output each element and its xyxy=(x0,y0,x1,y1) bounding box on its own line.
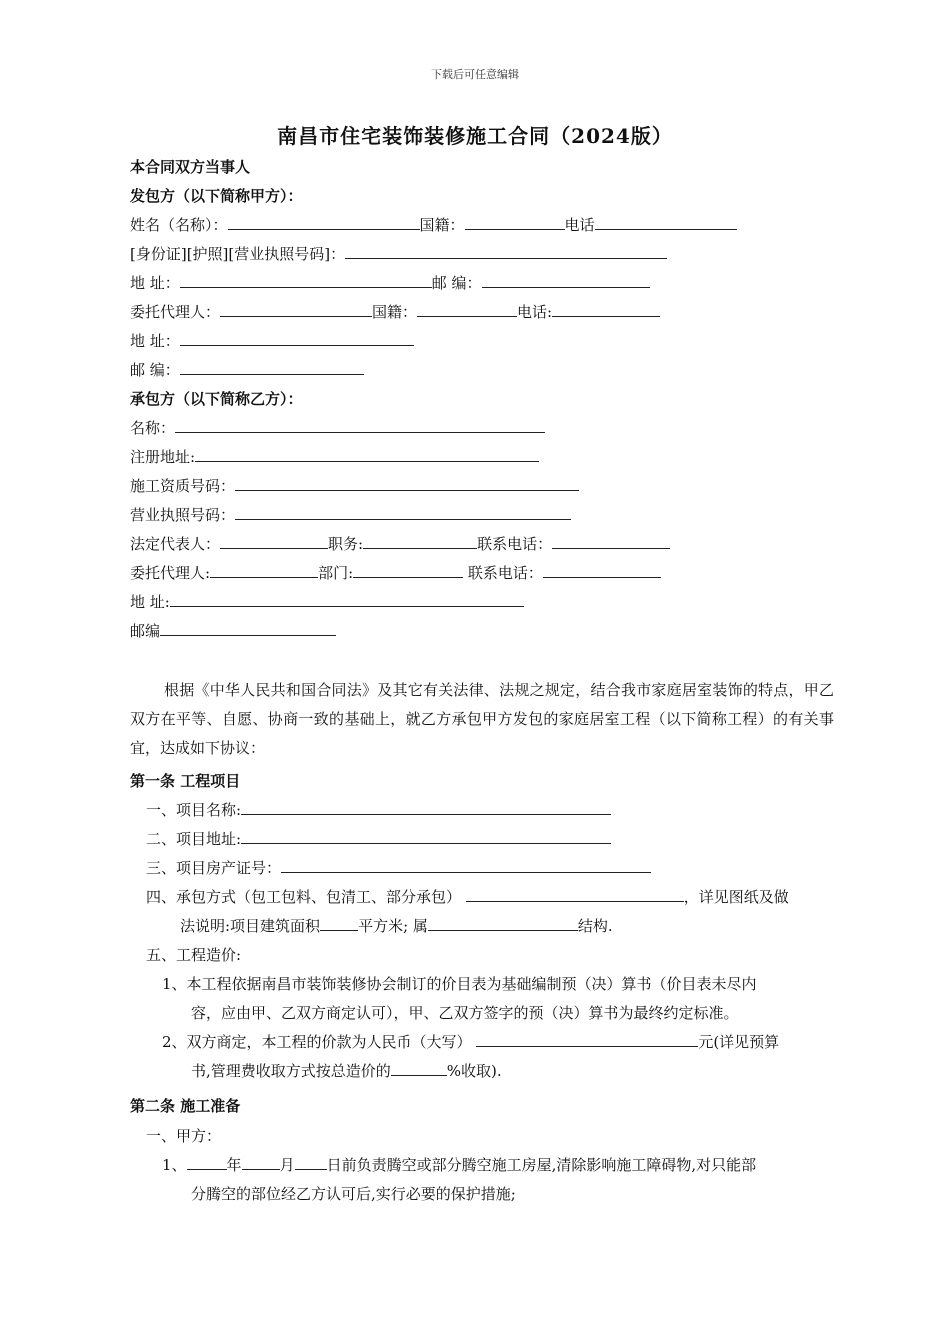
blank-b-legal-rep[interactable] xyxy=(220,534,328,549)
parties-heading: 本合同双方当事人 xyxy=(130,158,251,176)
blank-price-rmb[interactable] xyxy=(476,1032,698,1047)
label-b-contact-phone: 联系电话： xyxy=(477,535,553,553)
label-mgmt-fee: 书,管理费收取方式按总造价的 xyxy=(191,1062,391,1080)
party-a-row-address2 xyxy=(130,331,414,351)
label-b-agent: 委托代理人: xyxy=(130,564,211,582)
text-vacate: 日前负责腾空或部分腾空施工房屋,清除影响施工障碍物,对只能部 xyxy=(326,1156,757,1174)
blank-building-area[interactable] xyxy=(320,916,358,931)
blank-contract-mode[interactable] xyxy=(466,887,684,902)
blank-postcode[interactable] xyxy=(180,360,364,375)
art1-item-2 xyxy=(146,829,611,849)
blank-b-reg-address[interactable] xyxy=(195,447,539,462)
blank-b-address[interactable] xyxy=(170,592,524,607)
party-a-row-agent xyxy=(130,302,660,322)
blank-mgmt-fee[interactable] xyxy=(391,1061,447,1076)
label-b-name: 名称： xyxy=(130,419,176,437)
blank-agent[interactable] xyxy=(220,302,372,317)
party-b-row-postcode xyxy=(130,621,336,641)
preamble-paragraph: 根据《中华人民共和国合同法》及其它有关法律、法规之规定，结合我市家庭居室装饰的特点，甲乙双方在平等、自愿、协商一致的基础上，就乙方承包甲方发包的家庭居室工程（以下简称工程）的有关事宜，达成如下协议： xyxy=(130,681,834,757)
contract-title: 南昌市住宅装饰装修施工合同（2024版） xyxy=(277,124,673,148)
art1-item-4-line2 xyxy=(180,916,613,936)
art1-item-5: 五、工程造价: xyxy=(146,946,242,964)
label-b-legal-rep: 法定代表人： xyxy=(130,535,221,553)
label-sqm-belongs: 平方米; 属 xyxy=(358,917,428,935)
label-price-rmb: 2、双方商定，本工程的价款为人民币（大写） xyxy=(162,1033,472,1051)
blank-b-postcode[interactable] xyxy=(160,621,336,636)
label-agent: 委托代理人： xyxy=(130,303,221,321)
art2-clause-1-line1 xyxy=(162,1155,756,1175)
label-month: 月 xyxy=(279,1156,295,1174)
blank-month[interactable] xyxy=(242,1155,280,1170)
art1-clause-1-line1: 1、本工程依据南昌市装饰装修协会制订的价目表为基础编制预（决）算书（价目表未尽内 xyxy=(162,975,757,993)
label-b-contact-phone2: 联系电话： xyxy=(467,564,543,582)
label-phone: 电话 xyxy=(564,216,595,234)
party-a-row-name xyxy=(130,215,737,235)
blank-address2[interactable] xyxy=(180,331,414,346)
blank-day[interactable] xyxy=(295,1155,327,1170)
art1-clause-2-line2 xyxy=(191,1061,502,1081)
blank-project-name[interactable] xyxy=(241,800,611,815)
blank-nationality2[interactable] xyxy=(417,302,517,317)
label-b-position: 职务: xyxy=(328,535,364,553)
label-b-reg-address: 注册地址: xyxy=(130,448,196,466)
article-1-heading: 第一条 工程项目 xyxy=(130,772,241,790)
label-address: 地 址： xyxy=(130,274,180,292)
label-b-dept: 部门: xyxy=(318,564,354,582)
party-b-row-qualification xyxy=(130,476,579,496)
text-see-drawings: ，详见图纸及做 xyxy=(683,888,789,906)
party-a-row-address xyxy=(130,273,650,293)
label-address2: 地 址： xyxy=(130,332,180,350)
label-nationality2: 国籍： xyxy=(372,303,418,321)
blank-b-agent[interactable] xyxy=(210,563,318,578)
art2-clause-1-line2: 分腾空的部位经乙方认可后,实行必要的保护措施; xyxy=(191,1185,516,1203)
label-b-qualification: 施工资质号码： xyxy=(130,477,236,495)
blank-postcode-inline[interactable] xyxy=(482,273,650,288)
blank-name[interactable] xyxy=(228,215,420,230)
party-b-row-name xyxy=(130,418,545,438)
art1-item-4-line1 xyxy=(146,887,789,907)
label-postcode: 邮 编： xyxy=(130,361,180,379)
party-b-heading: 承包方（以下简称乙方）： xyxy=(130,390,303,408)
party-b-row-legal-rep xyxy=(130,534,670,554)
label-nationality: 国籍： xyxy=(419,216,465,234)
party-a-heading: 发包方（以下简称甲方）： xyxy=(130,187,303,205)
label-id: [身份证][护照][营业执照号码]： xyxy=(130,245,346,263)
blank-property-cert[interactable] xyxy=(281,858,651,873)
page-header-note: 下载后可任意编辑 xyxy=(431,68,519,81)
label-b-license: 营业执照号码： xyxy=(130,506,236,524)
blank-year[interactable] xyxy=(187,1155,227,1170)
art1-item-1 xyxy=(146,800,611,820)
label-structure: 结构. xyxy=(577,917,613,935)
label-property-cert: 三、项目房产证号： xyxy=(146,859,282,877)
blank-b-license[interactable] xyxy=(235,505,571,520)
art1-item-3 xyxy=(146,858,651,878)
party-b-row-agent xyxy=(130,563,661,583)
art1-clause-2-line1 xyxy=(162,1032,779,1052)
label-clause-num: 1、 xyxy=(162,1156,187,1174)
label-phone2: 电话: xyxy=(517,303,553,321)
blank-project-address[interactable] xyxy=(241,829,611,844)
blank-id[interactable] xyxy=(345,244,667,259)
label-project-name: 一、项目名称: xyxy=(146,801,242,819)
art1-clause-1-line2: 容，应由甲、乙双方商定认可），甲、乙双方签字的预（决）算书为最终约定标准。 xyxy=(191,1004,739,1022)
party-b-row-address xyxy=(130,592,524,612)
blank-b-name[interactable] xyxy=(175,418,545,433)
text-see-budget: 元(详见预算 xyxy=(698,1033,780,1051)
text-percent-collect: %收取). xyxy=(446,1062,502,1080)
article-2-heading: 第二条 施工准备 xyxy=(130,1097,241,1115)
blank-structure[interactable] xyxy=(428,916,578,931)
blank-b-contact-phone2[interactable] xyxy=(543,563,661,578)
label-postcode-inline: 邮 编： xyxy=(431,274,482,292)
blank-address[interactable] xyxy=(180,273,432,288)
label-building-area: 法说明:项目建筑面积 xyxy=(180,917,321,935)
party-b-row-license xyxy=(130,505,571,525)
blank-b-dept[interactable] xyxy=(353,563,463,578)
label-b-postcode: 邮编 xyxy=(130,622,161,640)
label-year: 年 xyxy=(226,1156,242,1174)
label-name: 姓名（名称）： xyxy=(130,216,228,234)
blank-nationality[interactable] xyxy=(465,215,565,230)
blank-b-contact-phone[interactable] xyxy=(552,534,670,549)
blank-b-position[interactable] xyxy=(363,534,477,549)
label-project-address: 二、项目地址: xyxy=(146,830,242,848)
party-b-row-reg-address xyxy=(130,447,539,467)
art2-party-a: 一、甲方： xyxy=(146,1127,222,1145)
party-a-row-id xyxy=(130,244,667,264)
label-b-address: 地 址: xyxy=(130,593,170,611)
label-contract-mode: 四、承包方式（包工包料、包清工、部分承包） xyxy=(146,888,462,906)
blank-phone2[interactable] xyxy=(552,302,660,317)
blank-b-qualification[interactable] xyxy=(235,476,579,491)
blank-phone[interactable] xyxy=(595,215,737,230)
party-a-row-postcode xyxy=(130,360,364,380)
